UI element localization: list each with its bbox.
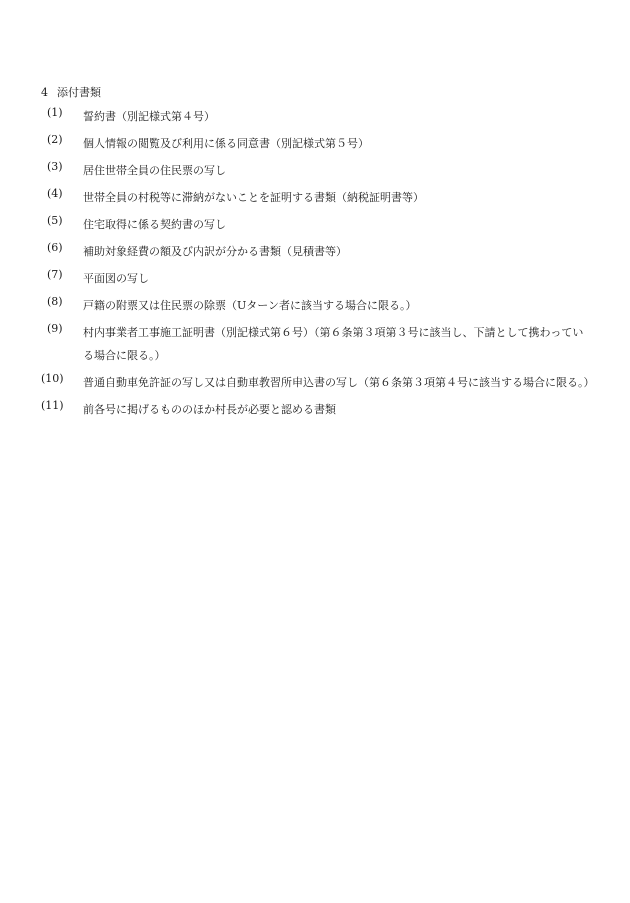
list-item	[41, 398, 591, 421]
item-text: 村内事業者工事施工証明書（別記様式第６号）（第６条第３項第３号に該当し、下請として携わっている場合に限る。）	[83, 326, 584, 362]
item-number: (5)	[47, 214, 63, 227]
item-number: (9)	[47, 322, 63, 335]
section-title: 添付書類	[57, 86, 101, 99]
item-number: (2)	[47, 133, 63, 146]
item-number: (11)	[41, 399, 64, 412]
item-number: (3)	[47, 160, 63, 173]
attachment-list	[41, 106, 595, 428]
list-item	[41, 105, 591, 128]
item-text: 平面図の写し	[83, 272, 149, 285]
section-number: 4	[41, 86, 48, 99]
item-text: 住宅取得に係る契約書の写し	[83, 218, 226, 231]
item-text: 誓約書（別記様式第４号）	[83, 110, 215, 123]
item-text: 戸籍の附票又は住民票の除票（Uターン者に該当する場合に限る。）	[83, 299, 417, 312]
item-text: 個人情報の閲覧及び利用に係る同意書（別記様式第５号）	[83, 137, 369, 150]
list-item	[41, 371, 595, 394]
item-text: 前各号に掲げるもののほか村長が必要と認める書類	[83, 403, 336, 416]
list-item	[41, 240, 591, 263]
list-item	[41, 186, 591, 209]
list-item	[41, 267, 591, 290]
list-item	[41, 294, 591, 317]
item-number: (7)	[47, 268, 63, 281]
item-text: 世帯全員の村税等に滞納がないことを証明する書類（納税証明書等）	[83, 191, 424, 204]
list-item	[41, 159, 591, 182]
item-number: (10)	[41, 372, 64, 385]
item-text: 普通自動車免許証の写し又は自動車教習所申込書の写し（第６条第３項第４号に該当する場合に限る。）	[83, 376, 595, 389]
item-number: (4)	[47, 187, 63, 200]
list-item	[41, 321, 591, 367]
item-number: (8)	[47, 295, 63, 308]
list-item	[41, 213, 591, 236]
list-item	[41, 132, 591, 155]
item-number: (1)	[47, 106, 63, 119]
item-text: 補助対象経費の額及び内訳が分かる書類（見積書等）	[83, 245, 347, 258]
item-text: 居住世帯全員の住民票の写し	[83, 164, 226, 177]
item-number: (6)	[47, 241, 63, 254]
section-heading	[41, 85, 101, 101]
